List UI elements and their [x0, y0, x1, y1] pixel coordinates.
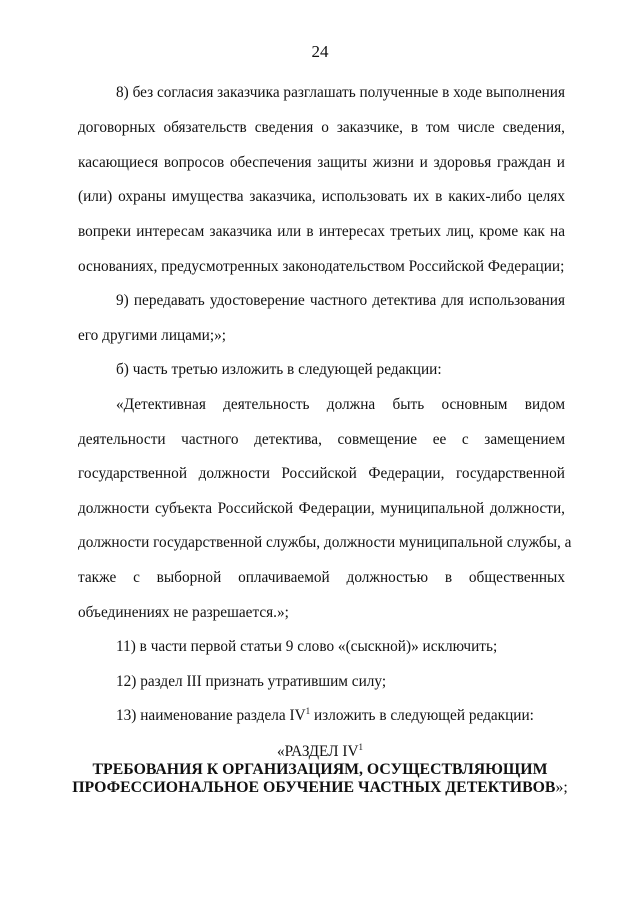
quote-line-7: объединениях не разрешается.»; — [78, 604, 289, 621]
paragraph-8-line-4: (или) охраны имущества заказчика, использовать их в каких-либо целях — [78, 188, 565, 205]
paragraph-8-line-2: договорных обязательств сведения о заказчике, в том числе сведения, — [78, 119, 565, 136]
paragraph-8-line-3: касающиеся вопросов обеспечения защиты жизни и здоровья граждан и — [78, 154, 565, 171]
quote-line-6: также с выборной оплачиваемой должностью в общественных — [78, 569, 565, 586]
paragraph-13-text-end: изложить в следующей редакции: — [310, 707, 534, 724]
section-heading-superscript: 1 — [358, 742, 363, 752]
section-heading-prefix — [0, 742, 640, 762]
section-title-line-1: ТРЕБОВАНИЯ К ОРГАНИЗАЦИЯМ, ОСУЩЕСТВЛЯЮЩИМ — [92, 761, 548, 778]
quote-line-3: государственной должности Российской Федерации, государственной — [78, 465, 565, 482]
quote-line-2: деятельности частного детектива, совмещение ее с замещением — [78, 431, 565, 448]
paragraph-9-line-1: 9) передавать удостоверение частного детектива для использования — [116, 292, 565, 309]
paragraph-8-line-1: 8) без согласия заказчика разглашать полученные в ходе выполнения — [116, 84, 566, 101]
paragraph-13-superscript: 1 — [305, 706, 311, 716]
paragraph-13 — [116, 706, 565, 726]
paragraph-11: 11) в части первой статьи 9 слово «(сыскной)» исключить; — [116, 638, 498, 655]
section-heading-label: «РАЗДЕЛ IV — [276, 743, 359, 760]
section-title-line-2 — [0, 778, 640, 798]
paragraph-12: 12) раздел III признать утратившим силу; — [116, 673, 387, 690]
quote-line-1: «Детективная деятельность должна быть основным видом — [116, 396, 565, 413]
section-title-end: »; — [555, 779, 568, 796]
paragraph-8-line-5: вопреки интересам заказчика или в интересах третьих лиц, кроме как на — [78, 223, 565, 240]
section-title-line-2-text: ПРОФЕССИОНАЛЬНОЕ ОБУЧЕНИЕ ЧАСТНЫХ ДЕТЕКТИВОВ — [72, 779, 556, 796]
paragraph-9-line-2: его другими лицами;»; — [78, 327, 226, 344]
quote-line-4: должности субъекта Российской Федерации, муниципальной должности, — [78, 500, 565, 517]
paragraph-8-line-6: основаниях, предусмотренных законодательством Российской Федерации; — [78, 258, 565, 275]
paragraph-13-text: 13) наименование раздела IV — [116, 707, 306, 724]
page-number: 24 — [311, 42, 329, 61]
quote-line-5: должности государственной службы, должности муниципальной службы, а — [78, 534, 572, 551]
paragraph-b: б) часть третью изложить в следующей редакции: — [116, 361, 442, 378]
